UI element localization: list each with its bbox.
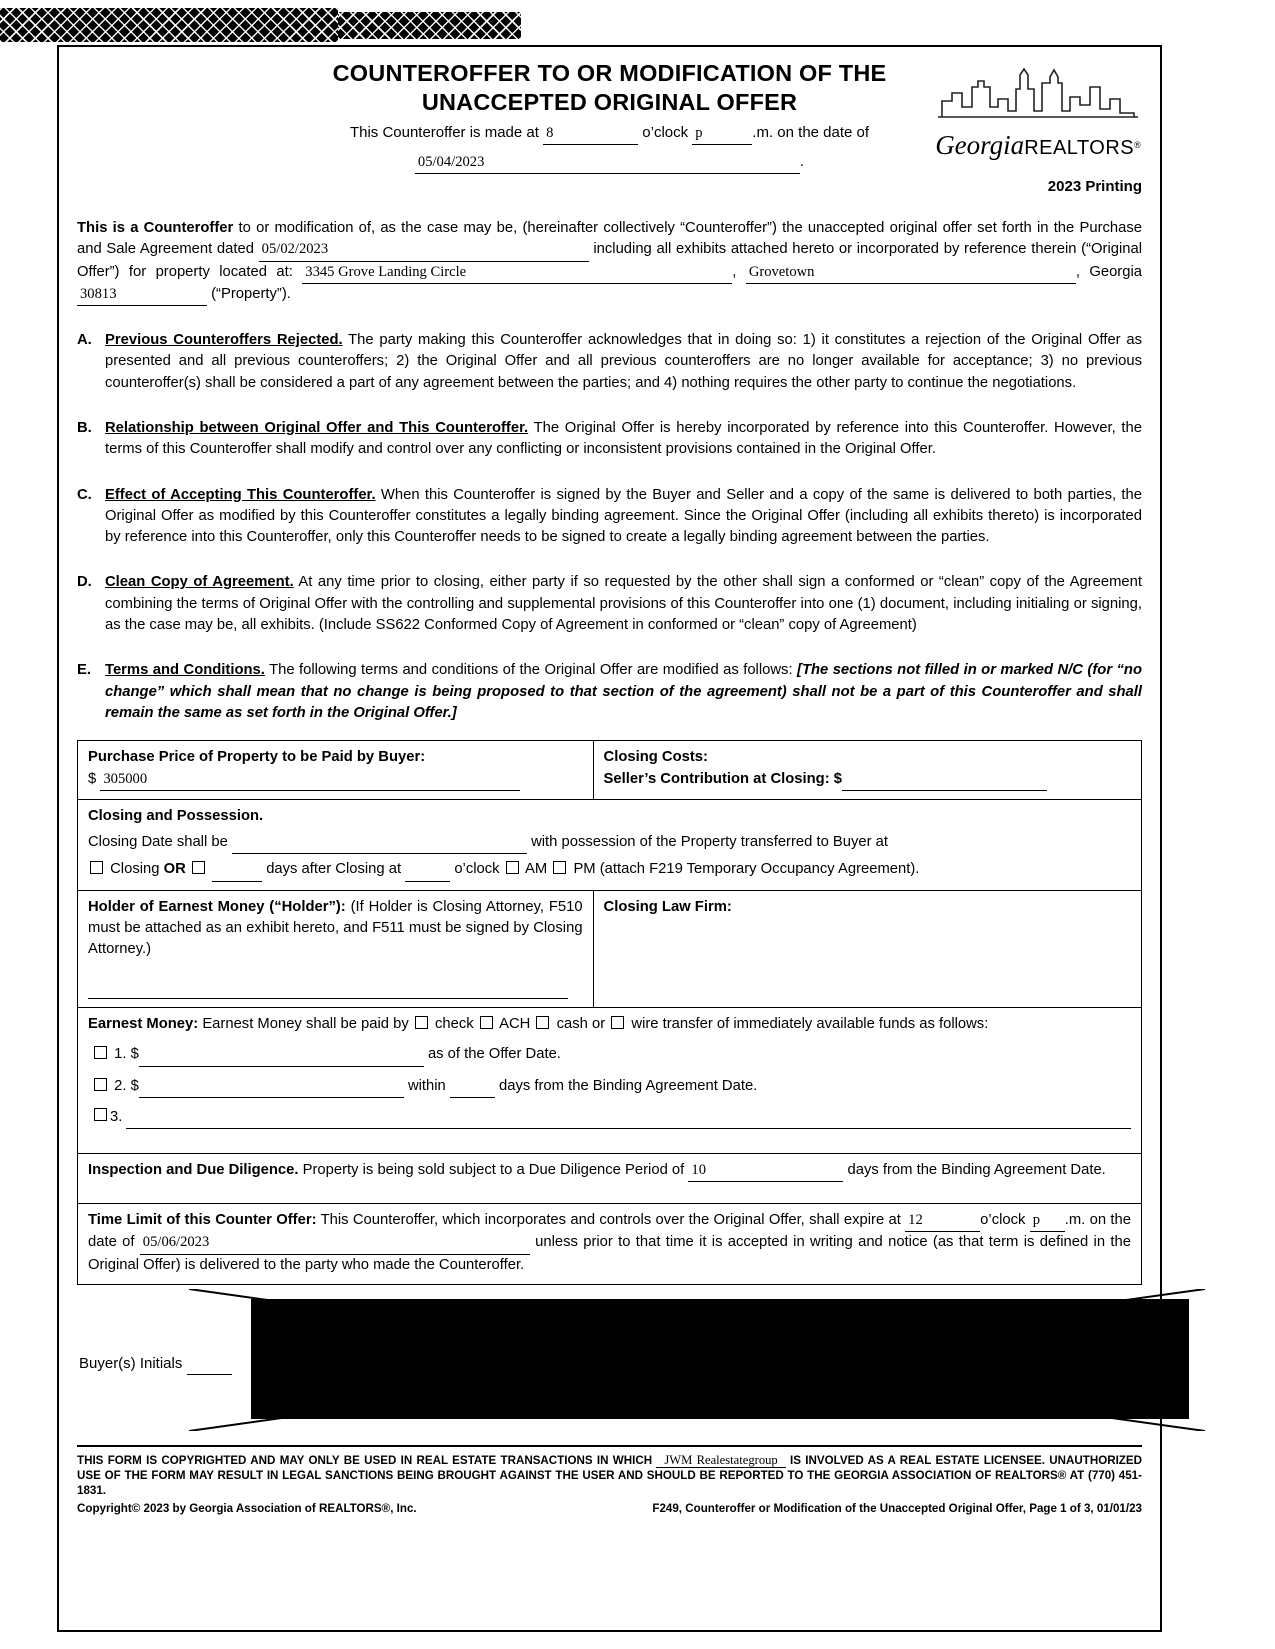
copyright-text: Copyright© 2023 by Georgia Association of REALTORS®, Inc. bbox=[77, 1502, 417, 1516]
counteroffer-ampm-field[interactable]: p bbox=[692, 122, 752, 145]
price-row bbox=[78, 741, 1141, 799]
holder-row bbox=[78, 890, 1141, 1007]
earnest-money-row bbox=[78, 1007, 1141, 1153]
earnest-item-1 bbox=[88, 1044, 1131, 1066]
signature-area bbox=[77, 1299, 1142, 1445]
licensee-name-field[interactable]: JWM Realestategroup bbox=[656, 1453, 785, 1468]
section-d-letter: D. bbox=[77, 574, 92, 591]
comma-text: , bbox=[732, 263, 737, 280]
section-c-body: When this Counteroffer is signed by the Buyer and Seller and a copy of the same is delivered to both parties, the Original Offer as modified by this Counteroffer constitutes a legally binding agreement. Since the Original Offer (including all exhibits thereto) is incorporated by reference into this Counteroffer, only this Counteroffer needs to be signed to create a legally binding agreement between the parties. bbox=[105, 486, 1142, 546]
holder-field[interactable] bbox=[88, 977, 568, 999]
signature-redaction-box bbox=[189, 1289, 1205, 1431]
section-b-letter: B. bbox=[77, 419, 92, 436]
closing-law-firm-label: Closing Law Firm: bbox=[603, 898, 732, 915]
section-e bbox=[77, 660, 1142, 724]
holder-note: (If Holder is Closing Attorney, F510 must be attached as an exhibit hereto, and F511 must be signed by Closing Attorney.) bbox=[88, 898, 583, 958]
property-address-field[interactable]: 3345 Grove Landing Circle bbox=[302, 262, 732, 284]
registered-mark: ® bbox=[1134, 140, 1141, 151]
inspection-label: Inspection and Due Diligence. bbox=[88, 1161, 299, 1178]
earnest-2-amount-field[interactable] bbox=[139, 1076, 404, 1098]
made-prefix-text: This Counteroffer is made at bbox=[349, 124, 539, 142]
section-c bbox=[77, 485, 1142, 549]
earnest-money-text: Earnest Money shall be paid by bbox=[202, 1015, 409, 1032]
closing-date-text: Closing Date shall be bbox=[88, 834, 228, 851]
expire-date-field[interactable]: 05/06/2023 bbox=[140, 1232, 530, 1254]
inspection-text-1: Property is being sold subject to a Due Diligence Period of bbox=[302, 1161, 685, 1178]
check-text: check bbox=[435, 1015, 474, 1032]
oclock-text: o’clock bbox=[642, 124, 689, 142]
section-a bbox=[77, 330, 1142, 394]
closing-options-line bbox=[88, 859, 1131, 881]
form-footer bbox=[77, 1445, 1142, 1517]
section-a-body: The party making this Counteroffer acknowledges that in doing so: 1) it constitutes a rejection of the Original Offer as presented and all previous counteroffers; 2) the Original Offer and all previous counteroffers are no longer available for acceptance; 3) no previous counteroffer(s) shall be considered a part of any agreement between the parties; and 4) nothing requires the other party to continue the negotiations. bbox=[105, 332, 1142, 391]
form-title-line2: UNACCEPTED ORIGINAL OFFER bbox=[421, 88, 798, 115]
earnest-2-days-field[interactable] bbox=[450, 1076, 495, 1098]
time-limit-text-1: This Counteroffer, which incorporates and controls over the Original Offer, shall expire at bbox=[320, 1211, 901, 1228]
am-text: AM bbox=[524, 861, 548, 878]
footer-text-1: THIS FORM IS COPYRIGHTED AND MAY ONLY BE USED IN REAL ESTATE TRANSACTIONS IN WHICH bbox=[77, 1453, 653, 1467]
section-a-letter: A. bbox=[77, 332, 92, 349]
printing-label: 2023 Printing bbox=[1047, 178, 1142, 196]
ach-checkbox[interactable] bbox=[480, 1016, 493, 1029]
intro-lead-text: This is a Counteroffer bbox=[77, 219, 234, 236]
section-c-letter: C. bbox=[77, 486, 92, 503]
form-header bbox=[77, 59, 1142, 198]
possession-oclock-text: o’clock bbox=[454, 861, 500, 878]
form-page bbox=[57, 45, 1162, 1632]
property-zip-field[interactable]: 30813 bbox=[77, 284, 207, 306]
terms-table bbox=[77, 740, 1142, 1285]
earnest-money-line bbox=[88, 1014, 1131, 1035]
pm-checkbox[interactable] bbox=[553, 861, 566, 874]
section-b-body: The Original Offer is hereby incorporated by reference into this Counteroffer. However, the terms of this Counteroffer shall modify and control over any conflicting or inconsistent provisions contained in the Original Offer. bbox=[105, 419, 1142, 458]
logo-realtors: REALTORS bbox=[1024, 137, 1135, 160]
closing-date-field[interactable] bbox=[232, 832, 527, 854]
possession-time-field[interactable] bbox=[405, 859, 450, 881]
expire-m-text: .m. on the date of bbox=[88, 1211, 1131, 1251]
inspection-text-2: days from the Binding Agreement Date. bbox=[847, 1161, 1106, 1178]
due-diligence-days-field[interactable]: 10 bbox=[688, 1160, 843, 1182]
section-d-heading: Clean Copy of Agreement. bbox=[105, 574, 294, 591]
dollar-sign: $ bbox=[88, 770, 97, 787]
closing-option-text: Closing bbox=[110, 861, 160, 878]
footer-copyright-paragraph bbox=[77, 1452, 1142, 1498]
section-e-body: The following terms and conditions of the Original Offer are modified as follows: bbox=[269, 662, 793, 679]
cash-text: cash or bbox=[556, 1015, 606, 1032]
intro-text-1: to or modification of, as the case may be, (hereinafter collectively “Counteroffer”) the unaccepted original offer set forth in the Purchase and Sale Agreement dated bbox=[77, 219, 1142, 258]
earnest-1-checkbox[interactable] bbox=[94, 1046, 107, 1059]
days-after-closing-field[interactable] bbox=[212, 859, 262, 881]
section-d-body: At any time prior to closing, either party if so requested by the other shall sign a conformed or “clean” copy of the Agreement combining the terms of Original Offer with the controlling and supplemental provisions of this Counteroffer into one (1) document, including initialing or signing, as the case may be, all exhibits. (Include SS622 Conformed Copy of Agreement in conformed or “clean” copy of Agreement) bbox=[105, 574, 1142, 634]
section-b-heading: Relationship between Original Offer and This Counteroffer. bbox=[105, 419, 529, 436]
section-c-heading: Effect of Accepting This Counteroffer. bbox=[105, 486, 376, 503]
closing-costs-label: Closing Costs: bbox=[603, 749, 708, 766]
earnest-money-label: Earnest Money: bbox=[88, 1015, 199, 1032]
possession-text: with possession of the Property transferred to Buyer at bbox=[531, 834, 889, 851]
form-title-line1: COUNTEROFFER TO OR MODIFICATION OF THE bbox=[332, 60, 887, 86]
purchase-price-field[interactable]: 305000 bbox=[100, 769, 520, 791]
am-checkbox[interactable] bbox=[506, 861, 519, 874]
m-suffix-text: .m. on the date of bbox=[752, 124, 870, 142]
time-limit-label: Time Limit of this Counter Offer: bbox=[88, 1211, 317, 1228]
days-after-text: days after Closing at bbox=[266, 861, 402, 878]
counteroffer-date-field[interactable]: 05/04/2023 bbox=[415, 151, 800, 174]
holder-cell bbox=[78, 891, 594, 1007]
wire-checkbox[interactable] bbox=[611, 1016, 624, 1029]
logo-georgia: Georgia bbox=[935, 130, 1025, 161]
expire-time-field[interactable]: 12 bbox=[905, 1210, 980, 1232]
footer-text-2: IS INVOLVED AS A REAL ESTATE LICENSEE. UNAUTHORIZED USE OF THE FORM MAY RESULT IN LEGAL SANCTIONS BEING BROUGHT AGAINST THE USER AND SHOULD BE REPORTED TO THE GEORGIA ASSOCIATION OF REALTORS® AT (770) 451-1831. bbox=[77, 1453, 1142, 1498]
earnest-item-3 bbox=[88, 1107, 1131, 1129]
logo-wordmark bbox=[934, 126, 1142, 165]
ach-text: ACH bbox=[499, 1015, 531, 1032]
wire-text: wire transfer of immediately available funds as follows: bbox=[631, 1015, 989, 1032]
earnest-2-checkbox[interactable] bbox=[94, 1078, 107, 1091]
psa-date-field[interactable]: 05/02/2023 bbox=[259, 239, 589, 261]
holder-label: Holder of Earnest Money (“Holder”): bbox=[88, 898, 346, 915]
section-a-heading: Previous Counteroffers Rejected. bbox=[105, 332, 343, 349]
seller-contribution-label: Seller’s Contribution at Closing: $ bbox=[603, 770, 842, 787]
section-e-emphasis: [The sections not filled in or marked N/C (for “no change” which shall mean that no change is being proposed to that section of the agreement) shall not be a part of this Counteroffer and shall remain the same as set forth in the Original Offer.] bbox=[105, 662, 1142, 721]
buyer-initials-label: Buyer(s) Initials bbox=[79, 1354, 183, 1372]
closing-checkbox[interactable] bbox=[90, 861, 103, 874]
georgia-realtors-logo bbox=[934, 63, 1142, 165]
counteroffer-time-field[interactable]: 8 bbox=[543, 122, 638, 145]
seller-contribution-field[interactable] bbox=[842, 769, 1047, 791]
cash-checkbox[interactable] bbox=[536, 1016, 549, 1029]
time-limit-row bbox=[78, 1203, 1141, 1284]
purchase-price-cell bbox=[78, 741, 594, 799]
time-limit-text-2: unless prior to that time it is accepted in writing and notice (as that term is defined in the Original Offer) is delivered to the party who made the Counteroffer. bbox=[88, 1234, 1131, 1273]
section-e-heading: Terms and Conditions. bbox=[105, 662, 265, 679]
earnest-1-text: as of the Offer Date. bbox=[427, 1046, 561, 1063]
earnest-2-within-text: within bbox=[407, 1077, 446, 1094]
intro-text-2: including all exhibits attached hereto or incorporated by reference therein (“Original Offer”) for property located at: bbox=[77, 241, 1142, 280]
check-checkbox[interactable] bbox=[415, 1016, 428, 1029]
closing-costs-cell bbox=[594, 741, 1141, 799]
section-b bbox=[77, 418, 1142, 461]
period-text: . bbox=[799, 153, 805, 171]
earnest-2-label: 2. $ bbox=[114, 1077, 139, 1094]
section-d bbox=[77, 572, 1142, 636]
earnest-item-2 bbox=[88, 1076, 1131, 1098]
earnest-3-field[interactable] bbox=[126, 1107, 1131, 1129]
top-redaction-bar bbox=[0, 8, 338, 42]
georgia-text: , Georgia bbox=[1075, 263, 1142, 280]
property-city-field[interactable]: Grovetown bbox=[746, 262, 1076, 284]
earnest-3-checkbox[interactable] bbox=[94, 1108, 107, 1121]
intro-paragraph bbox=[77, 218, 1142, 306]
or-text: OR bbox=[163, 861, 186, 878]
days-after-closing-checkbox[interactable] bbox=[192, 861, 205, 874]
closing-law-firm-cell bbox=[594, 891, 1141, 1007]
earnest-2-text: days from the Binding Agreement Date. bbox=[499, 1077, 758, 1094]
footer-last-line bbox=[77, 1501, 1142, 1516]
earnest-1-amount-field[interactable] bbox=[139, 1044, 424, 1066]
top-redaction-bar-tail bbox=[338, 12, 521, 39]
closing-possession-heading: Closing and Possession. bbox=[88, 807, 264, 824]
closing-date-line bbox=[88, 832, 1131, 854]
skyline-icon bbox=[938, 63, 1138, 121]
earnest-3-label: 3. bbox=[110, 1108, 123, 1125]
pm-text: PM (attach F219 Temporary Occupancy Agreement). bbox=[573, 861, 920, 878]
property-text: (“Property”). bbox=[211, 285, 291, 302]
closing-possession-row bbox=[78, 799, 1141, 890]
expire-ampm-field[interactable]: p bbox=[1030, 1210, 1065, 1232]
inspection-row bbox=[78, 1153, 1141, 1203]
earnest-1-label: 1. $ bbox=[114, 1046, 139, 1063]
form-reference-text: F249, Counteroffer or Modification of the Unaccepted Original Offer, Page 1 of 3, 01/01/23 bbox=[652, 1502, 1142, 1516]
section-e-letter: E. bbox=[77, 662, 91, 679]
purchase-price-label: Purchase Price of Property to be Paid by Buyer: bbox=[88, 749, 426, 766]
expire-oclock-text: o’clock bbox=[980, 1211, 1026, 1228]
